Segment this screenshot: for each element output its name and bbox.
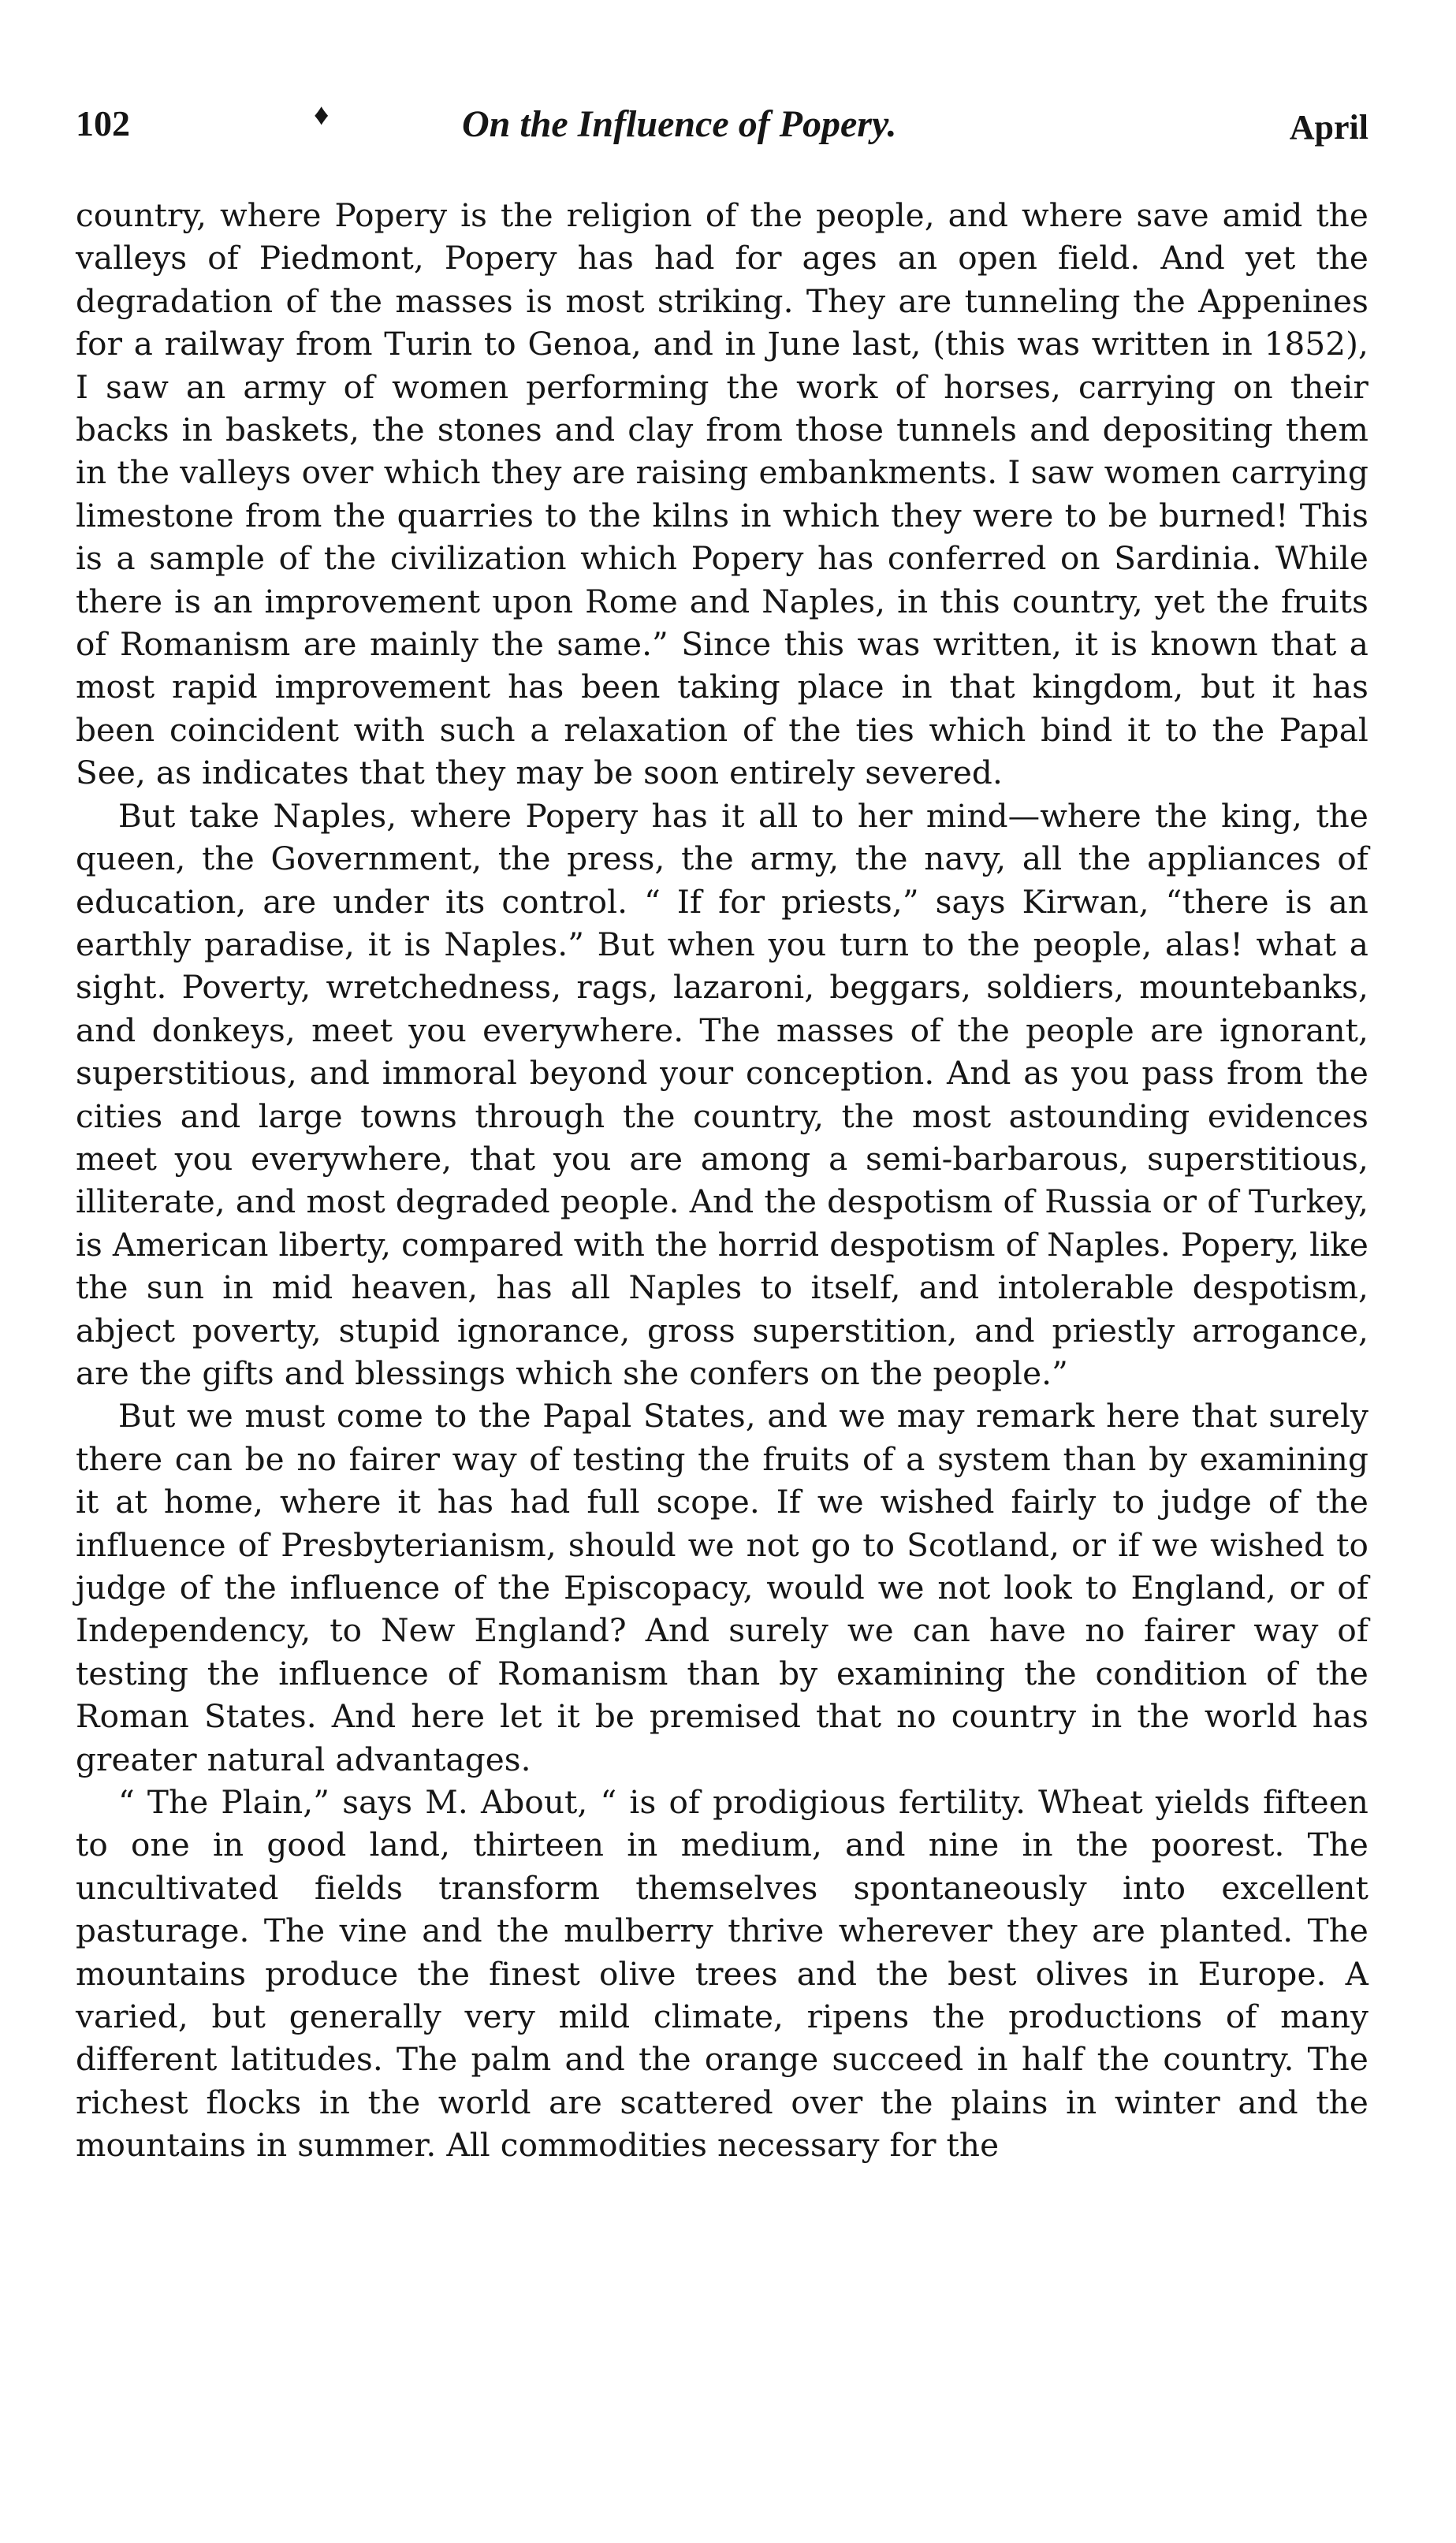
header-month: April <box>1289 108 1368 147</box>
paragraph-naples: But take Naples, where Popery has it all to her mind—where the king, the queen, the Government, the press, the army, the navy, all the appliances of education, are under its control. “ If for priests,” says Kirwan, “there is an earthly paradise, it is Naples.” But when you turn to the people, alas! what a sight. Poverty, wretchedness, rags, lazaroni, beggars, soldiers, mountebanks, and donkeys, meet you everywhere. The masses of the people are ignorant, superstitious, and immoral beyond your conception. And as you pass from the cities and large towns through the country, the most astounding evidences meet you everywhere, that you are among a semi-barbarous, superstitious, illiterate, and most degraded people. And the despotism of Russia or of Turkey, is American liberty, compared with the horrid despotism of Naples. Popery, like the sun in mid heaven, has all Naples to itself, and intolerable despotism, abject poverty, stupid ignorance, gross superstition, and priestly arrogance, are the gifts and blessings which she confers on the people.” <box>76 796 1368 1392</box>
ornament-mark: ♦ <box>314 99 330 132</box>
book-page <box>76 99 1368 2167</box>
page-number: 102 <box>76 103 130 143</box>
paragraph-papal-states: But we must come to the Papal States, and we may remark here that surely there can be no fairer way of testing the fruits of a system than by examining it at home, where it has had full scope. If we wished fairly to judge of the influence of Presbyterianism, should we not go to Scotland, or if we wished to judge of the influence of the Episcopacy, would we not look to England, or of Independency, to New England? And surely we can have no fairer way of testing the influence of Romanism than by examining the condition of the Roman States. And here let it be premised that no country in the world has greater natural advantages. <box>76 1397 1368 1778</box>
running-title: On the Influence of Popery. <box>462 103 897 145</box>
page-header <box>76 99 1368 158</box>
paragraph-sardinia: country, where Popery is the religion of the people, and where save amid the valleys of Piedmont, Popery has had for ages an open field. And yet the degradation of the masses is most striking. They are tunneling the Appenines for a railway from Turin to Genoa, and in June last, (this was written in 1852), I saw an army of women performing the work of horses, carrying on their backs in baskets, the stones and clay from those tunnels and depositing them in the valleys over which they are raising embankments. I saw women carrying limestone from the quarries to the kilns in which they were to be burned! This is a sample of the civilization which Popery has conferred on Sardinia. While there is an improvement upon Rome and Naples, in this country, yet the fruits of Romanism are mainly the same.” Since this was written, it is known that a most rapid improvement has been taking place in that kingdom, but it has been coincident with such a relaxation of the ties which bind it to the Papal See, as indicates that they may be soon entirely severed. <box>76 196 1368 792</box>
article-body <box>76 194 1368 2167</box>
paragraph-the-plain: “ The Plain,” says M. About, “ is of prodigious fertility. Wheat yields fifteen to one in good land, thirteen in medium, and nine in the poorest. The uncultivated fields transform themselves spontaneously into excellent pasturage. The vine and the mulberry thrive wherever they are planted. The mountains produce the finest olive trees and the best olives in Europe. A varied, but generally very mild climate, ripens the productions of many different latitudes. The palm and the orange succeed in half the country. The richest flocks in the world are scattered over the plains in winter and the mountains in summer. All commodities necessary for the <box>76 1783 1368 2165</box>
